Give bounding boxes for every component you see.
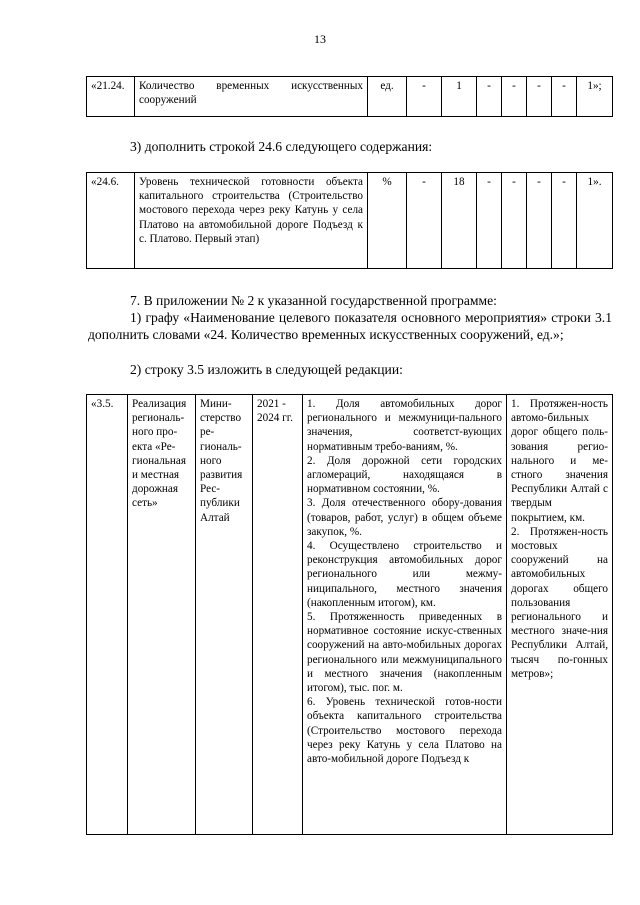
program-table-row-3-5 xyxy=(86,394,613,835)
indicator-item: 5. Протяженность приведенных в нормативное состояние искус-ственных сооружений на авто-мобильных дорогах регионального или межмуниципального и местного значения (накопленным итогом), тыс. пог. м. xyxy=(307,611,502,695)
indicator-name: Количество временных искусственных сооружений xyxy=(135,77,368,117)
indicator-item: 4. Осуществлено строительство и реконструкция автомобильных дорог регионального или межму-ниципального, местного значения (накопленным итогом), км. xyxy=(307,540,502,609)
value-cell: 1 xyxy=(442,77,477,117)
value-cell: - xyxy=(552,173,577,269)
paragraph-appendix: 7. В приложении № 2 к указанной государственной программе: xyxy=(130,293,497,308)
indicator-item: 3. Доля отечественного обору-дования (товаров, работ, услуг) в общем объеме закупок, %. xyxy=(307,497,502,538)
results-cell xyxy=(507,395,613,835)
unit-cell: ед. xyxy=(368,77,407,117)
row-number: «3.5. xyxy=(87,395,128,835)
value-cell: - xyxy=(407,77,442,117)
page-number: 13 xyxy=(314,32,326,46)
value-cell: 18 xyxy=(442,173,477,269)
row-number: «24.6. xyxy=(87,173,135,269)
indicators-cell xyxy=(303,395,507,835)
value-cell: - xyxy=(502,173,527,269)
value-cell: - xyxy=(502,77,527,117)
indicator-item: 6. Уровень технической готов-ности объекта капитального строительства (Строительство мостового перехода через реку Катунь у села Платово на авто-мобильной дороге Подъезд к xyxy=(307,696,502,766)
result-item: 1. Протяжен-ность автомо-бильных дорог общего поль-зования регио-нального и ме-стного значения Республики Алтай с твердым покрытием, км. xyxy=(511,398,608,524)
value-cell: - xyxy=(407,173,442,269)
value-cell: - xyxy=(477,173,502,269)
result-item: 2. Протяжен-ность мостовых сооружений на автомобильных дорогах общего пользования регионального и местного значе-ния Республики Алтай, тысяч по-гонных метров»; xyxy=(511,525,608,680)
indicator-name: Уровень технической готовности объекта капитального строительства (Строительство мостового перехода через реку Катунь у села Платово на автомобильной дороге Подъезд к с. Платово. Первый этап) xyxy=(135,173,368,269)
value-cell: - xyxy=(477,77,502,117)
indicator-table-row-21-24 xyxy=(86,76,613,117)
value-cell: - xyxy=(552,77,577,117)
value-cell: 1»; xyxy=(577,77,613,117)
row-number: «21.24. xyxy=(87,77,135,117)
paragraph-row-change: 2) строку 3.5 изложить в следующей редакции: xyxy=(130,362,403,377)
paragraph-add-row: 3) дополнить строкой 24.6 следующего содержания: xyxy=(130,139,433,154)
paragraph-column-change: 1) графу «Наименование целевого показателя основного мероприятия» строки 3.1 дополнить словами «24. Количество временных искусственных сооружений, ед.»; xyxy=(88,310,612,343)
value-cell: - xyxy=(527,173,552,269)
indicator-item: 1. Доля автомобильных дорог регионального и межмуници-пального значения, соответст-вующих нормативным требо-ваниям, %. xyxy=(307,398,502,453)
unit-cell: % xyxy=(368,173,407,269)
indicator-table-row-24-6 xyxy=(86,172,613,269)
project-name: Реализация региональ-ного про-екта «Ре-гиональная и местная дорожная сеть» xyxy=(128,395,196,835)
responsible-ministry: Мини-стерство ре-гиональ-ного развития Рес-публики Алтай xyxy=(196,395,253,835)
indicator-item: 2. Доля дорожной сети городских агломераций, находящаяся в нормативном состоянии, %. xyxy=(307,454,502,496)
implementation-period: 2021 - 2024 гг. xyxy=(253,395,303,835)
value-cell: - xyxy=(527,77,552,117)
value-cell: 1». xyxy=(577,173,613,269)
